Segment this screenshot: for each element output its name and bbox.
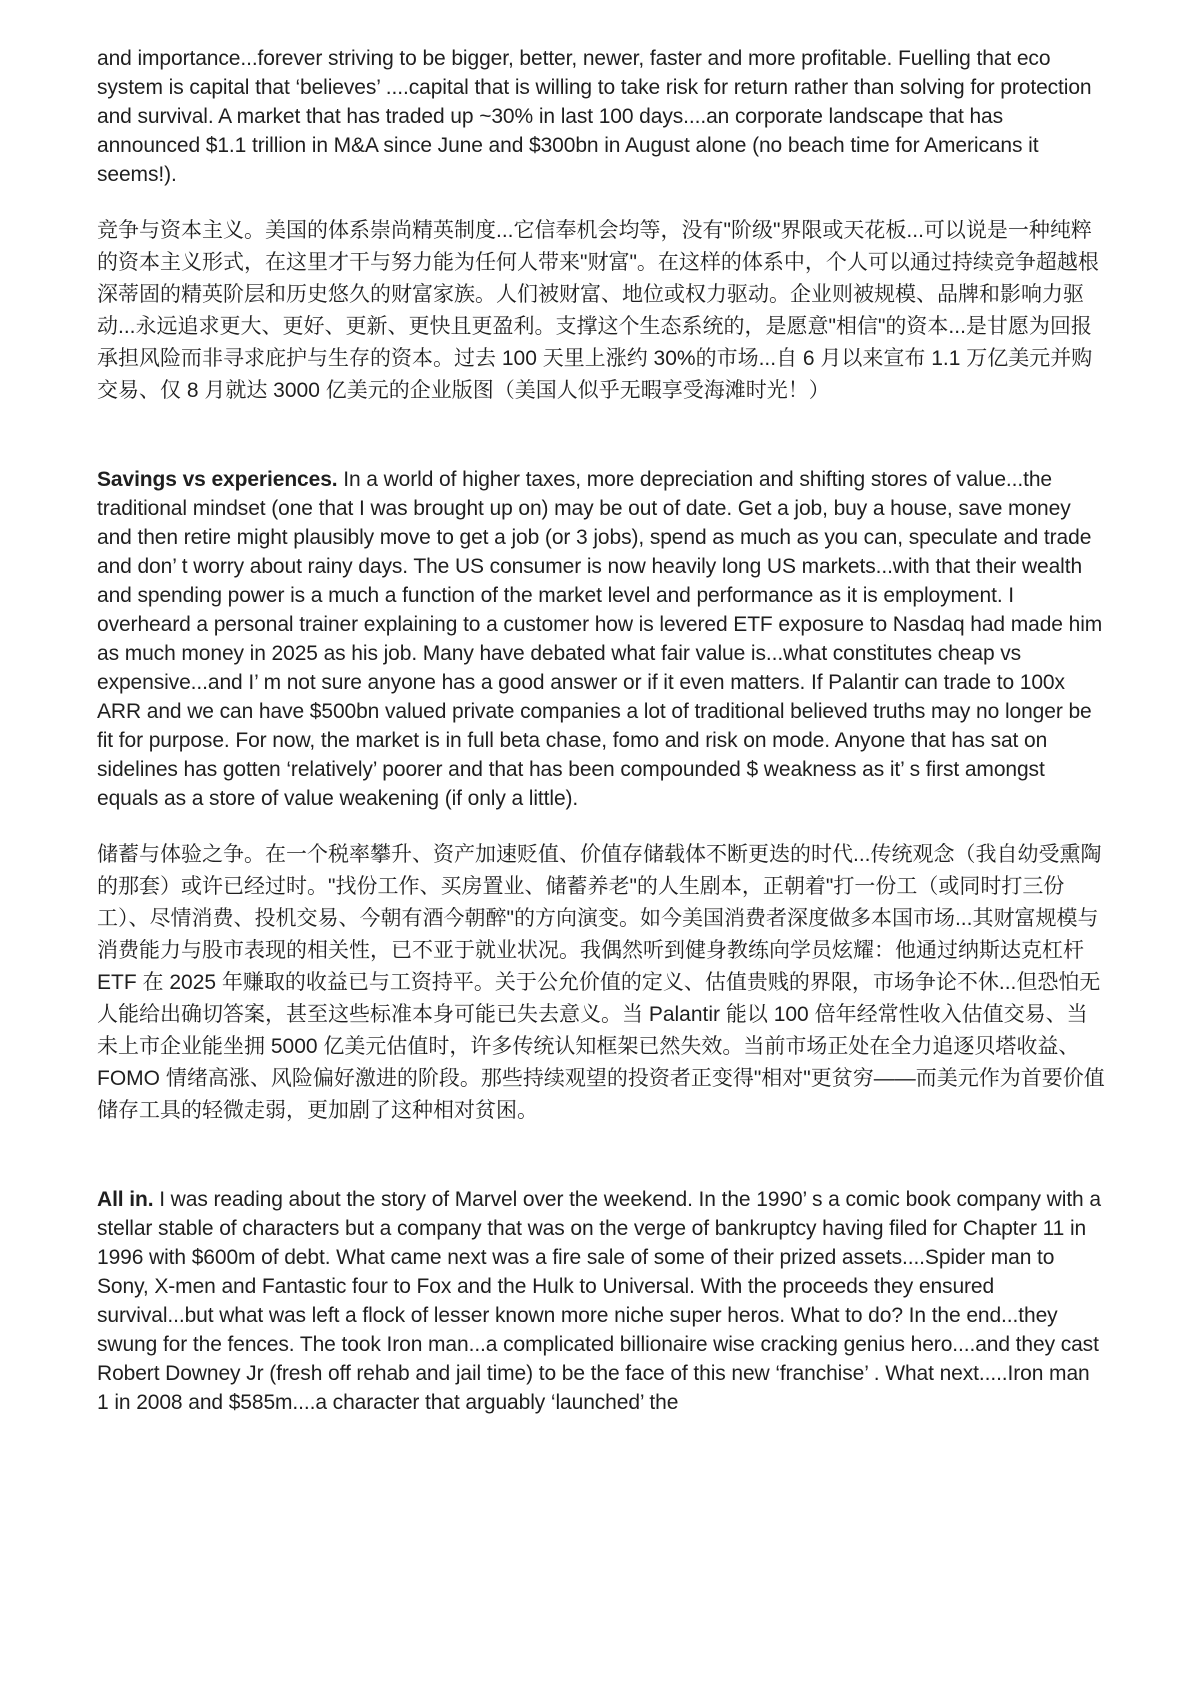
paragraph-all-in-en: [97, 1185, 1105, 1417]
paragraph-competition-capitalism-en: [97, 44, 1105, 189]
paragraph-text: 储蓄与体验之争。在一个税率攀升、资产加速贬值、价值存储载体不断更迭的时代...传统观念（我自幼受熏陶的那套）或许已经过时。"找份工作、买房置业、储蓄养老"的人生剧本，正朝着"打一份工（或同时打三份工）、尽情消费、投机交易、今朝有酒今朝醉"的方向演变。如今美国消费者深度做多本国市场...其财富规模与消费能力与股市表现的相关性，已不亚于就业状况。我偶然听到健身教练向学员炫耀：他通过纳斯达克杠杆 ETF 在 2025 年赚取的收益已与工资持平。关于公允价值的定义、估值贵贱的界限，市场争论不休...但恐怕无人能给出确切答案，甚至这些标准本身可能已失去意义。当 Palantir 能以 100 倍年经常性收入估值交易、当未上市企业能坐拥 5000 亿美元估值时，许多传统认知框架已然失效。当前市场正处在全力追逐贝塔收益、FOMO 情绪高涨、风险偏好激进的阶段。那些持续观望的投资者正变得"相对"更贫穷——而美元作为首要价值储存工具的轻微走弱，更加剧了这种相对贫困。: [97, 843, 1105, 1122]
paragraph-text: and importance...forever striving to be bigger, better, newer, faster and more profitable. Fuelling that eco system is capital that ‘believes’ ....capital that is willing to take risk for return rather than solving for protection and survival. A market that has traded up ~30% in last 100 days....an corporate landscape that has announced $1.1 trillion in M&A since June and $300bn in August alone (no beach time for Americans it seems!).: [97, 47, 1092, 186]
paragraph-text: 竞争与资本主义。美国的体系崇尚精英制度...它信奉机会均等，没有"阶级"界限或天花板...可以说是一种纯粹的资本主义形式，在这里才干与努力能为任何人带来"财富"。在这样的体系中，个人可以通过持续竞争超越根深蒂固的精英阶层和历史悠久的财富家族。人们被财富、地位或权力驱动。企业则被规模、品牌和影响力驱动...永远追求更大、更好、更新、更快且更盈利。支撑这个生态系统的，是愿意"相信"的资本...是甘愿为回报承担风险而非寻求庇护与生存的资本。过去 100 天里上涨约 30%的市场...自 6 月以来宣布 1.1 万亿美元并购交易、仅 8 月就达 3000 亿美元的企业版图（美国人似乎无暇享受海滩时光！）: [97, 219, 1099, 402]
paragraph-savings-vs-experiences-en: [97, 465, 1105, 813]
paragraph-text: I was reading about the story of Marvel over the weekend. In the 1990’ s a comic book company with a stellar stable of characters but a company that was on the verge of bankruptcy having filed for Chapter 11 in 1996 with $600m of debt. What came next was a fire sale of some of their prized assets....Spider man to Sony, X-men and Fantastic four to Fox and the Hulk to Universal. With the proceeds they ensured survival...but what was left a flock of lesser known more niche super heros. What to do? In the end...they swung for the fences. The took Iron man...a complicated billionaire wise cracking genius hero....and they cast Robert Downey Jr (fresh off rehab and jail time) to be the face of this new ‘franchise’ . What next.....Iron man 1 in 2008 and $585m....a character that arguably ‘launched’ the: [97, 1188, 1101, 1414]
paragraph-savings-vs-experiences-zh: [97, 839, 1105, 1127]
paragraph-text: In a world of higher taxes, more depreciation and shifting stores of value...the traditional mindset (one that I was brought up on) may be out of date. Get a job, buy a house, save money and then retire might plausibly move to get a job (or 3 jobs), spend as much as you can, speculate and trade and don’ t worry about rainy days. The US consumer is now heavily long US markets...with that their wealth and spending power is a much a function of the market level and performance as it is employment. I overheard a personal trainer explaining to a customer how is levered ETF exposure to Nasdaq had made him as much money in 2025 as his job. Many have debated what fair value is...what constitutes cheap vs expensive...and I’ m not sure anyone has a good answer or if it even matters. If Palantir can trade to 100x ARR and we can have $500bn valued private companies a lot of traditional believed truths may no longer be fit for purpose. For now, the market is in full beta chase, fomo and risk on mode. Anyone that has sat on sidelines has gotten ‘relatively’ poorer and that has been compounded $ weakness as it’ s first amongst equals as a store of value weakening (if only a little).: [97, 468, 1103, 810]
paragraph-lead: Savings vs experiences.: [97, 468, 344, 491]
paragraph-competition-capitalism-zh: [97, 215, 1105, 407]
paragraph-lead: All in.: [97, 1188, 160, 1211]
